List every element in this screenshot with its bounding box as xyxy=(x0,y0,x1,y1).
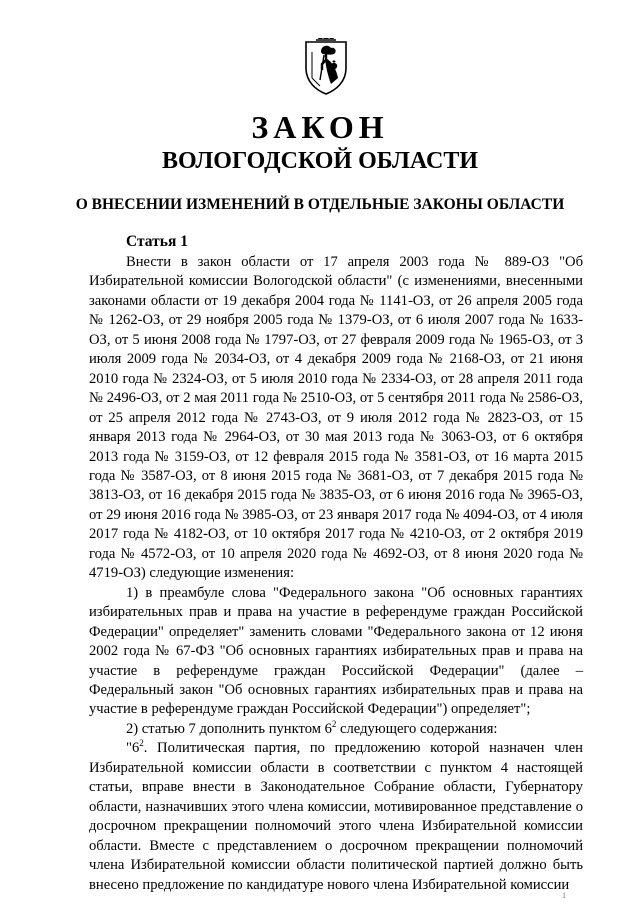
paragraph-3-superscript: 2 xyxy=(331,718,337,729)
vologda-coat-of-arms-icon xyxy=(298,38,354,96)
paragraph-1: Внести в закон области от 17 апреля 2003 года № 889-ОЗ "Об Избирательной комиссии Вологодской области" (с изменениями, внесенными законами области от 19 декабря 2004 года № 1141-ОЗ, от 26 апреля 2005 года № 1262-ОЗ, от 29 ноября 2005 года № 1379-ОЗ, от 6 июля 2007 года № 1633-ОЗ, от 5 июня 2008 года № 1797-ОЗ, от 27 февраля 2009 года № 1965-ОЗ, от 3 июля 2009 года № 2034-ОЗ, от 4 декабря 2009 года № 2168-ОЗ, от 21 июня 2010 года № 2324-ОЗ, от 5 июля 2010 года № 2334-ОЗ, от 28 апреля 2011 года № 2496-ОЗ, от 2 мая 2011 года № 2510-ОЗ, от 5 сентября 2011 года № 2586-ОЗ, от 25 апреля 2012 года № 2743-ОЗ, от 9 июля 2012 года № 2823-ОЗ, от 15 января 2013 года № 2964-ОЗ, от 30 мая 2013 года № 3063-ОЗ, от 6 октября 2013 года № 3159-ОЗ, от 12 февраля 2015 года № 3581-ОЗ, от 16 марта 2015 года № 3587-ОЗ, от 8 июня 2015 года № 3681-ОЗ, от 7 декабря 2015 года № 3813-ОЗ, от 16 декабря 2015 года № 3835-ОЗ, от 6 июня 2016 года № 3965-ОЗ, от 29 июня 2016 года № 3985-ОЗ, от 23 января 2017 года № 4094-ОЗ, от 4 июля 2017 года № 4182-ОЗ, от 10 октября 2017 года № 4210-ОЗ, от 2 октября 2019 года № 4572-ОЗ, от 10 апреля 2020 года № 4692-ОЗ, от 8 июня 2020 года № 4719-ОЗ) следующие изменения: xyxy=(89,254,583,582)
paragraph-2: 1) в преамбуле слова "Федерального закона "Об основных гарантиях избирательных прав и права на участие в референдуме граждан Российской Федерации" определяет" заменить словами "Федерального закона от 12 июня 2002 года № 67-ФЗ "Об основных гарантиях избирательных прав и права на участие в референдуме граждан Российской Федерации" (далее – Федеральный закон "Об основных гарантиях избирательных прав и права на участие в референдуме граждан Российской Федерации") определяет"; xyxy=(89,584,583,718)
document-title: ЗАКОН xyxy=(251,109,389,145)
paragraph-4 xyxy=(89,739,583,895)
article-heading: Статья 1 xyxy=(126,233,188,250)
paragraph-3-text-start: 2) статью 7 дополнить пунктом 6 xyxy=(126,720,332,737)
paragraph-4-text-start: "6 xyxy=(126,740,140,757)
article-body xyxy=(89,253,583,895)
paragraph-3 xyxy=(89,720,583,739)
paragraph-3-text-end: следующего содержания: xyxy=(336,720,498,737)
paragraph-4-text-end: . Политическая партия, по предложению которой назначен член Избирательной комиссии области в соответствии с пунктом 4 настоящей статьи, вправе внести в Законодательное Собрание области, Губернатору области, назначивших этого члена комиссии, мотивированное представление о досрочном прекращении полномочий этого члена Избирательной комиссии области. Вместе с представлением о досрочном прекращении полномочий члена Избирательной комиссии области политической партией должно быть внесено предложение по кандидатуре нового члена Избирательной комиссии xyxy=(89,740,583,893)
document-region: ВОЛОГОДСКОЙ ОБЛАСТИ xyxy=(161,148,479,174)
paragraph-4-superscript: 2 xyxy=(139,738,144,749)
page-number: 1 xyxy=(562,891,568,900)
document-subject: О ВНЕСЕНИИ ИЗМЕНЕНИЙ В ОТДЕЛЬНЫЕ ЗАКОНЫ ОБЛАСТИ xyxy=(75,196,565,213)
